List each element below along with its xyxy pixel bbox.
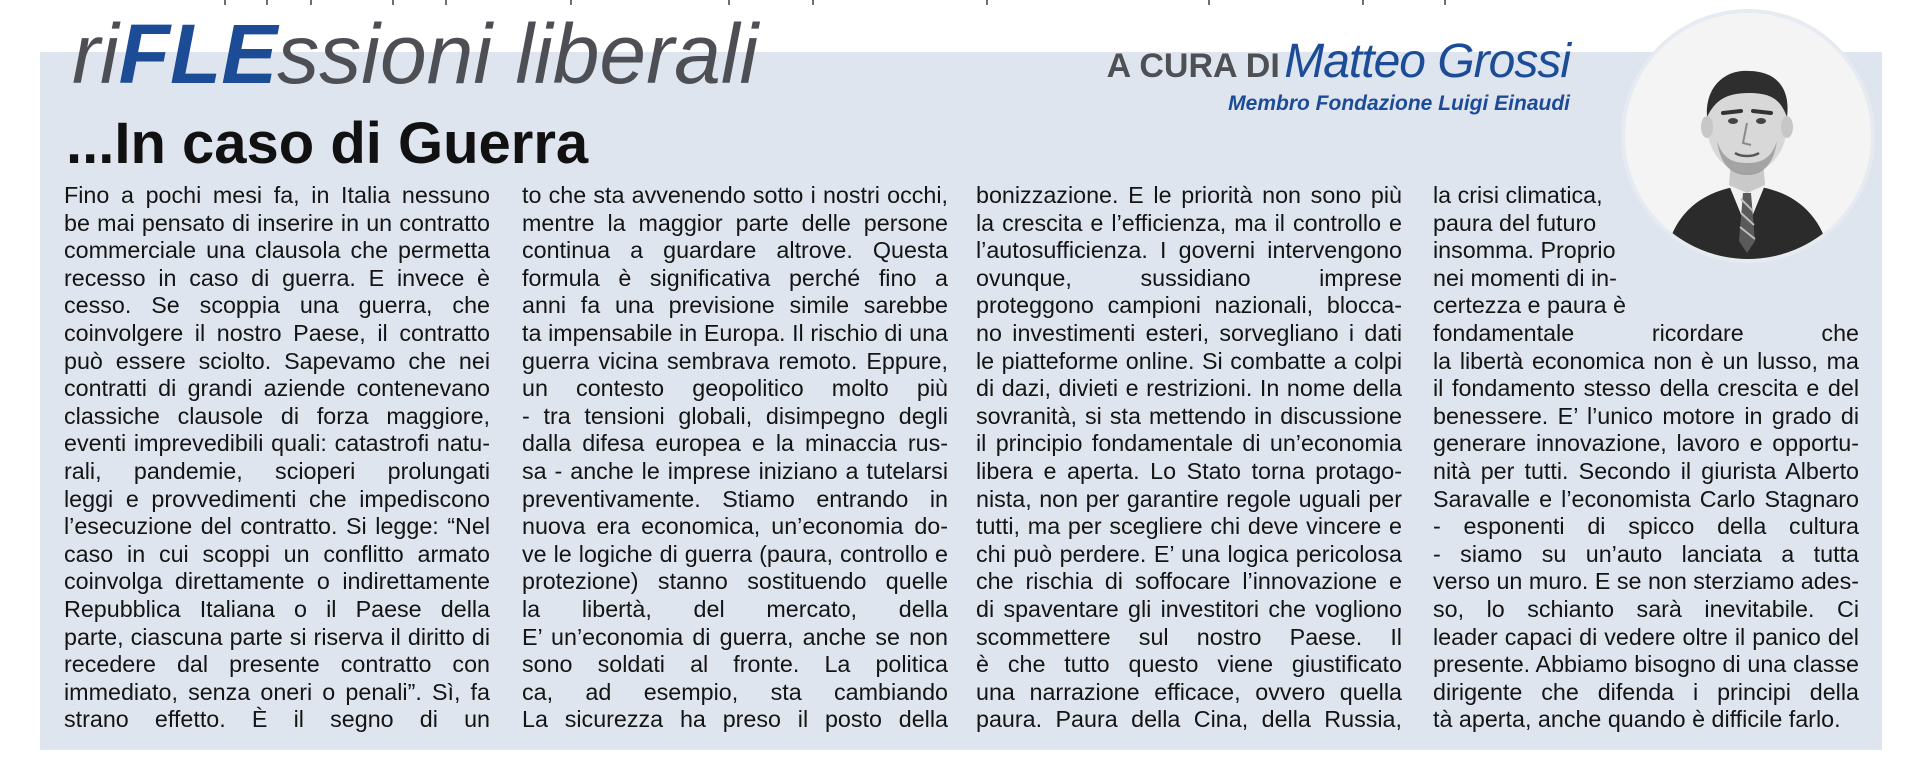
article-line: può essere sciolto. Sapevamo che nei: [64, 347, 490, 374]
article-line: to che sta avvenendo sotto i nostri occhi,: [522, 182, 948, 208]
article-line: di dazi, divieti e restrizioni. In nome della: [976, 375, 1402, 402]
article-line: ca, ad esempio, sta cambiando: [522, 678, 948, 705]
article-column-3: [976, 182, 1402, 734]
article-line: nuova era economica, un’economia do-: [522, 513, 948, 540]
article-line: recedere dal presente contratto con: [64, 651, 490, 678]
article-line: cesso. Se scoppia una guerra, che: [64, 292, 490, 319]
article-line: tutti, ma per scegliere chi deve vincere e: [976, 513, 1402, 540]
article-line: sovranità, si sta mettendo in discussione: [976, 402, 1402, 429]
article-line: la crescita e l’efficienza, ma il controllo e: [976, 209, 1402, 236]
article-line: be mai pensato di inserire in un contratto: [64, 209, 490, 236]
article-line: le piatteforme online. Si combatte a colpi: [976, 347, 1402, 374]
article-line: verso un muro. E se non sterziamo ades-: [1433, 568, 1859, 595]
article-line: insomma. Proprio: [1433, 237, 1616, 264]
article-line: recesso in caso di guerra. E invece è: [64, 264, 490, 291]
article-line: eventi imprevedibili quali: catastrofi natu-: [64, 430, 490, 457]
article-line: ovunque, sussidiano imprese: [976, 264, 1402, 291]
article-line: strano effetto. È il segno di un: [64, 706, 490, 733]
article-line: nei momenti di in-: [1433, 264, 1617, 291]
article-line: bonizzazione. E le priorità non sono più: [976, 182, 1402, 208]
article-line: guerra vicina sembrava remoto. Eppure,: [522, 347, 948, 374]
article-line: la libertà economica non è un lusso, ma: [1433, 347, 1859, 374]
article-line: Repubblica Italiana o il Paese della: [64, 595, 490, 622]
article-line: - siamo su un’auto lanciata a tutta: [1433, 540, 1859, 567]
article-line: caso in cui scoppi un conflitto armato: [64, 540, 490, 567]
article-line: classiche clausole di forza maggiore,: [64, 402, 490, 429]
author-role: Membro Fondazione Luigi Einaudi: [1228, 92, 1570, 115]
article-line: - tra tensioni globali, disimpegno degli: [522, 402, 948, 429]
article-line: protezione) stanno sostituendo quelle: [522, 568, 948, 595]
article-line: paura. Paura della Cina, della Russia,: [976, 706, 1402, 733]
article-line: parte, ciascuna parte si riserva il diritto di: [64, 623, 490, 650]
article-line: che rischia di soffocare l’innovazione e: [976, 568, 1402, 595]
article-line: leggi e provvedimenti che impediscono: [64, 485, 490, 512]
byline: [1070, 34, 1570, 89]
article-line: chi può perdere. E’ una logica pericolosa: [976, 540, 1402, 567]
article-line: anni fa una previsione simile sarebbe: [522, 292, 948, 319]
article-line: l’autosufficienza. I governi intervengono: [976, 237, 1402, 264]
article-line: un contesto geopolitico molto più: [522, 375, 948, 402]
article-line: nità per tutti. Secondo il giurista Alberto: [1433, 457, 1859, 484]
article-line: rali, pandemie, scioperi prolungati: [64, 457, 490, 484]
article-line: benessere. E’ l’unico motore in grado di: [1433, 402, 1859, 429]
article-line: - esponenti di spicco della cultura: [1433, 513, 1859, 540]
article-line: sono soldati al fronte. La politica: [522, 651, 948, 678]
column-title: [72, 6, 758, 102]
author-name: Matteo Grossi: [1284, 35, 1570, 88]
article-line: dirigente che difenda i principi della: [1433, 678, 1859, 705]
article-line: l’esecuzione del contratto. Si legge: “Nel: [64, 513, 490, 540]
article-line: E’ un’economia di guerra, anche se non: [522, 623, 948, 650]
article-column-4: [1433, 182, 1859, 734]
article-line: coinvolga direttamente o indirettamente: [64, 568, 490, 595]
article-line: generare innovazione, lavoro e opportu-: [1433, 430, 1859, 457]
article-line: coinvolgere il nostro Paese, il contratto: [64, 319, 490, 346]
article-line: dalla difesa europea e la minaccia rus-: [522, 430, 948, 457]
article-line: preventivamente. Stiamo entrando in: [522, 485, 948, 512]
article-line: so, lo schianto sarà inevitabile. Ci: [1433, 595, 1859, 622]
article-column-1: [64, 182, 490, 734]
article-line: il fondamento stesso della crescita e del: [1433, 375, 1859, 402]
article-line: formula è significativa perché fino a: [522, 264, 948, 291]
article-line: leader capaci di vedere oltre il panico del: [1433, 623, 1859, 650]
article-line: presente. Abbiamo bisogno di una classe: [1433, 651, 1859, 678]
article-line: Fino a pochi mesi fa, in Italia nessuno: [64, 182, 490, 208]
column-title-part2: ssioni liberali: [277, 7, 759, 101]
article-line: La sicurezza ha preso il posto della: [522, 706, 948, 733]
article-line: libera e aperta. Lo Stato torna protago-: [976, 457, 1402, 484]
article-line: tà aperta, anche quando è difficile farlo.: [1433, 706, 1841, 733]
article-title: ...In caso di Guerra: [66, 111, 589, 176]
article-line: commerciale una clausola che permetta: [64, 237, 490, 264]
byline-prefix: A CURA DI: [1106, 47, 1280, 85]
article-line: sa - anche le imprese iniziano a tutelarsi: [522, 457, 948, 484]
article-line: la crisi climatica,: [1433, 182, 1603, 208]
column-title-accent: FLE: [118, 7, 278, 101]
article-line: no investimenti esteri, sorvegliano i dati: [976, 319, 1402, 346]
article-line: ta impensabile in Europa. Il rischio di una: [522, 319, 948, 346]
article-line: è che tutto questo viene giustificato: [976, 651, 1402, 678]
article-line: mentre la maggior parte delle persone: [522, 209, 948, 236]
article-line: il principio fondamentale di un’economia: [976, 430, 1402, 457]
article-line: Saravalle e l’economista Carlo Stagnaro: [1433, 485, 1859, 512]
article-line: proteggono campioni nazionali, blocca-: [976, 292, 1402, 319]
article-column-2: [522, 182, 948, 734]
article-line: fondamentale ricordare che: [1433, 319, 1859, 346]
article-line: immediato, senza oneri o penali”. Sì, fa: [64, 678, 490, 705]
column-title-part1: ri: [72, 7, 119, 101]
article-line: nista, non per garantire regole uguali per: [976, 485, 1402, 512]
article-line: certezza e paura è: [1433, 292, 1626, 319]
article-line: la libertà, del mercato, della: [522, 595, 948, 622]
article-line: di spaventare gli investitori che vogliono: [976, 595, 1402, 622]
article-line: contratti di grandi aziende contenevano: [64, 375, 490, 402]
article-line: ve le logiche di guerra (paura, controllo e: [522, 540, 948, 567]
article-line: continua a guardare altrove. Questa: [522, 237, 948, 264]
article-line: paura del futuro: [1433, 209, 1597, 236]
article-line: una narrazione efficace, ovvero quella: [976, 678, 1402, 705]
article-line: scommettere sul nostro Paese. Il: [976, 623, 1402, 650]
